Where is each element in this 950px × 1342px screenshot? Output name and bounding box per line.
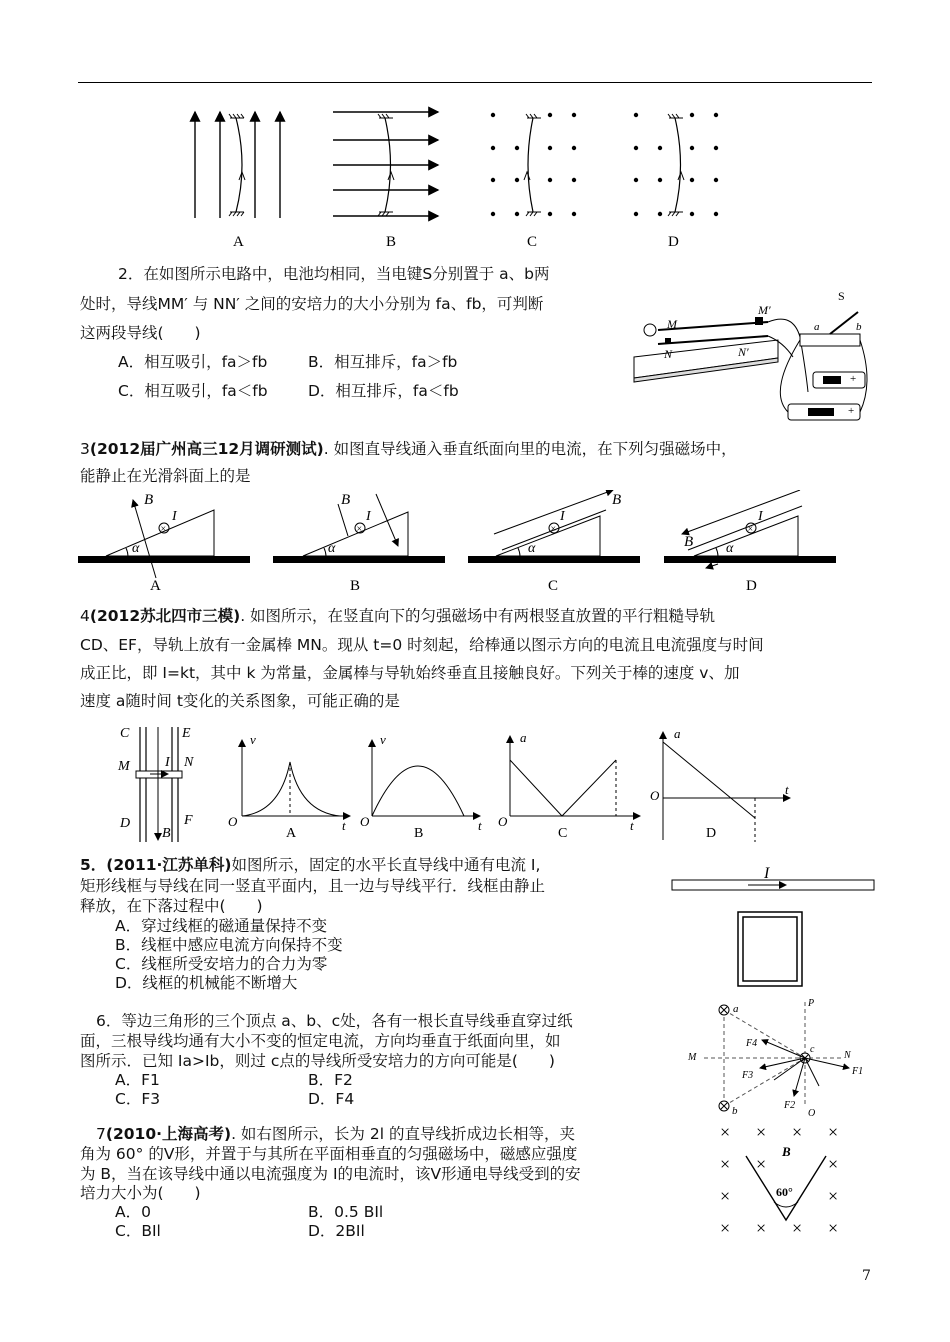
svg-text:P: P: [808, 998, 815, 1009]
q5-option-c: C．线框所受安培力的合力为零: [115, 955, 328, 973]
svg-text:×: ×: [756, 1122, 767, 1142]
q6-option-d: D．F4: [308, 1090, 355, 1108]
svg-text:A: A: [286, 826, 297, 841]
svg-text:C: C: [548, 578, 559, 594]
svg-text:+: +: [850, 373, 857, 385]
svg-text:F2: F2: [784, 1100, 796, 1111]
q7-line1: 7(2010·上海高考). 如右图所示，长为 2l 的直导线折成边长相等，夹: [96, 1125, 575, 1143]
q7-line4: 培力大小为( ): [80, 1184, 201, 1202]
q7-option-c: C．BIl: [115, 1222, 161, 1240]
q7-line2: 角为 60° 的V形，并置于与其所在平面相垂直的匀强磁场中，磁感应强度: [80, 1145, 578, 1163]
q3-line1: 3(2012届广州高三12月调研测试). 如图直导线通入垂直纸面向里的电流，在下列匀强磁场中，: [80, 440, 737, 458]
header-rule: [78, 82, 872, 83]
q4-graph-a: [228, 732, 350, 841]
svg-text:O: O: [228, 814, 238, 829]
svg-text:I: I: [366, 509, 371, 524]
svg-text:α: α: [528, 541, 536, 556]
q2-option-b: B．相互排斥，fa＞fb: [308, 353, 458, 371]
q3-diagram-c: [468, 490, 640, 563]
q6-line1: 6．等边三角形的三个顶点 a、b、c处，各有一根长直导线垂直穿过纸: [96, 1012, 573, 1030]
q5-option-d: D．线框的机械能不断增大: [115, 974, 298, 992]
q3-diagram-d: [664, 490, 836, 568]
q2-circuit-figure: [628, 282, 874, 430]
svg-text:a: a: [733, 1003, 739, 1015]
svg-text:A: A: [150, 578, 161, 594]
svg-text:F1: F1: [852, 1066, 864, 1077]
q2-option-a: A．相互吸引，fa＞fb: [118, 353, 268, 371]
svg-text:×: ×: [356, 524, 363, 535]
q3-diagram-b: [273, 492, 445, 563]
q2-line3: 这两段导线( ): [80, 324, 201, 342]
q7-figure: [712, 1120, 862, 1245]
q4-line4: 速度 a随时间 t变化的关系图象，可能正确的是: [80, 692, 400, 710]
q2-line2: 处时，导线MM′ 与 NN′ 之间的安培力的大小分别为 fa、fb，可判断: [80, 295, 544, 313]
svg-text:×: ×: [756, 1218, 767, 1238]
svg-text:C: C: [558, 826, 568, 841]
q5-line2: 矩形线框与导线在同一竖直平面内，且一边与导线平行．线框由静止: [80, 877, 546, 895]
svg-text:+: +: [848, 405, 855, 417]
svg-text:α: α: [726, 541, 734, 556]
q6-line3: 图所示．已知 Ia>Ib，则过 c点的导线所受安培力的方向可能是( ): [80, 1052, 555, 1070]
q3-diagram-a: [78, 492, 250, 578]
svg-text:b: b: [856, 321, 862, 333]
svg-text:F3: F3: [742, 1070, 754, 1081]
svg-text:O: O: [498, 814, 508, 829]
svg-text:c: c: [810, 1044, 815, 1055]
svg-text:×: ×: [720, 1122, 731, 1142]
q4-graph-d: [650, 726, 790, 842]
q7-option-b: B．0.5 BIl: [308, 1203, 384, 1221]
q4-line2: CD、EF，导轨上放有一金属棒 MN。现从 t=0 时刻起，给棒通以图示方向的电流且电流强度与时间: [80, 636, 764, 654]
q6-option-c: C．F3: [115, 1090, 161, 1108]
q4-line3: 成正比，即 I=kt，其中 k 为常量，金属棒与导轨始终垂直且接触良好。下列关于棒的速度 v、加: [80, 664, 740, 682]
q5-figure: [668, 862, 878, 992]
q1-label-c: C: [527, 234, 538, 250]
q5-line1: 5．(2011·江苏单科)如图所示，固定的水平长直导线中通有电流 I,: [80, 856, 541, 874]
svg-text:I: I: [165, 755, 170, 770]
svg-text:B: B: [162, 826, 171, 841]
svg-text:t: t: [478, 818, 482, 833]
q1-figure: [180, 100, 740, 255]
q1-diagram-c: [491, 113, 576, 216]
svg-text:I: I: [560, 509, 565, 524]
q4-rail-diagram: [117, 726, 194, 842]
svg-text:M: M: [688, 1052, 697, 1063]
q4-graph-b: [360, 732, 482, 841]
svg-text:×: ×: [756, 1154, 767, 1174]
svg-text:N: N: [664, 347, 673, 361]
svg-text:B: B: [782, 1144, 791, 1159]
q3-figure: [78, 490, 878, 595]
svg-text:v: v: [250, 732, 256, 747]
svg-text:α: α: [132, 541, 140, 556]
q1-diagram-b: [333, 112, 438, 216]
svg-text:v: v: [380, 732, 386, 747]
q4-figure: [110, 722, 810, 847]
svg-text:×: ×: [828, 1186, 839, 1206]
svg-text:M: M: [667, 317, 677, 331]
svg-text:M: M: [118, 759, 130, 774]
svg-text:N′: N′: [738, 345, 749, 359]
svg-text:D: D: [746, 578, 757, 594]
svg-text:E: E: [182, 726, 191, 741]
svg-text:×: ×: [828, 1122, 839, 1142]
q6-figure: [684, 996, 874, 1120]
q5-option-a: A．穿过线框的磁通量保持不变: [115, 917, 328, 935]
q1-label-a: A: [233, 234, 244, 250]
q3-line2: 能静止在光滑斜面上的是: [80, 467, 251, 485]
q2-option-d: D．相互排斥，fa＜fb: [308, 382, 459, 400]
q1-label-d: D: [668, 234, 679, 250]
svg-text:F: F: [184, 813, 193, 828]
svg-text:60°: 60°: [776, 1185, 793, 1199]
q7-option-a: A．0: [115, 1203, 151, 1221]
svg-text:D: D: [120, 816, 131, 831]
q7-option-d: D．2BIl: [308, 1222, 365, 1240]
svg-text:D: D: [706, 826, 717, 841]
q1-diagram-a: [195, 112, 280, 218]
q5-line3: 释放，在下落过程中( ): [80, 897, 263, 915]
svg-text:×: ×: [720, 1186, 731, 1206]
q6-option-a: A．F1: [115, 1071, 160, 1089]
svg-text:N: N: [844, 1050, 851, 1061]
svg-text:×: ×: [747, 524, 754, 535]
q4-line1: 4(2012苏北四市三模). 如图所示，在竖直向下的匀强磁场中有两根竖直放置的平行粗糙导轨: [80, 607, 716, 625]
svg-text:C: C: [120, 726, 130, 741]
svg-text:×: ×: [792, 1218, 803, 1238]
svg-text:I: I: [758, 509, 763, 524]
svg-text:×: ×: [792, 1122, 803, 1142]
svg-text:B: B: [612, 492, 622, 508]
svg-text:t: t: [630, 818, 634, 833]
svg-text:M′: M′: [758, 303, 771, 317]
svg-text:B: B: [414, 826, 424, 841]
q6-line2: 面，三根导线均通有大小不变的恒定电流，方向均垂直于纸面向里，如: [80, 1032, 561, 1050]
svg-text:B: B: [350, 578, 361, 594]
svg-text:I: I: [172, 509, 177, 524]
svg-text:N: N: [184, 755, 194, 770]
svg-text:×: ×: [550, 524, 557, 535]
svg-text:B: B: [684, 534, 694, 550]
q5-option-b: B．线框中感应电流方向保持不变: [115, 936, 343, 954]
svg-text:b: b: [732, 1105, 738, 1117]
q7-line3: 为 B，当在该导线中通以电流强度为 I的电流时，该V形通电导线受到的安: [80, 1165, 581, 1183]
svg-text:×: ×: [160, 524, 167, 535]
svg-text:F4: F4: [746, 1038, 758, 1049]
svg-text:a: a: [814, 321, 820, 333]
svg-text:×: ×: [828, 1218, 839, 1238]
svg-text:O: O: [360, 814, 370, 829]
svg-text:×: ×: [720, 1154, 731, 1174]
q1-label-b: B: [386, 234, 397, 250]
svg-text:O: O: [808, 1108, 816, 1119]
page-number: 7: [862, 1268, 871, 1284]
svg-text:a: a: [674, 726, 681, 741]
svg-text:t: t: [785, 782, 789, 797]
q6-option-b: B．F2: [308, 1071, 353, 1089]
svg-text:B: B: [341, 492, 351, 508]
svg-text:O: O: [650, 788, 660, 803]
svg-text:S: S: [838, 289, 845, 303]
svg-text:×: ×: [720, 1218, 731, 1238]
svg-text:t: t: [342, 818, 346, 833]
q2-line1: 2．在如图所示电路中，电池均相同，当电键S分别置于 a、b两: [118, 265, 550, 283]
svg-text:a: a: [520, 730, 527, 745]
q4-graph-c: [498, 730, 640, 841]
q1-diagram-d: [634, 113, 718, 216]
q2-option-c: C．相互吸引，fa＜fb: [118, 382, 268, 400]
svg-text:B: B: [144, 492, 154, 508]
svg-text:×: ×: [828, 1154, 839, 1174]
svg-text:α: α: [328, 541, 336, 556]
svg-text:I: I: [764, 865, 770, 882]
